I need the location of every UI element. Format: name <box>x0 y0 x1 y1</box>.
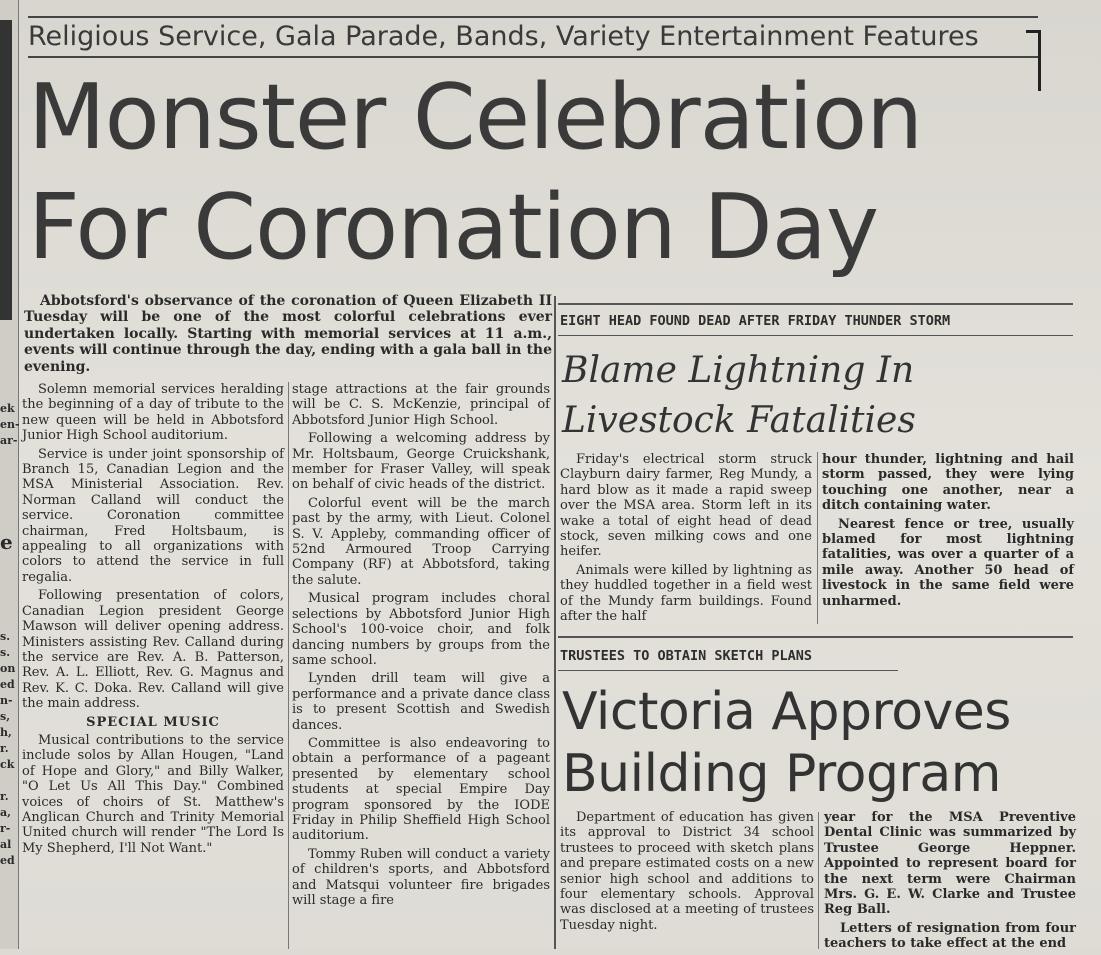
fragment: on <box>0 662 16 675</box>
paragraph: Animals were killed by lightning as they huddled together in a field west of the Mundy farm buildings. Found after the half <box>560 562 812 625</box>
story2-kicker-rule <box>558 335 1073 336</box>
paragraph: Letters of resignation from four teachers to take effect at the end <box>824 920 1076 952</box>
story2-headline-line2: Livestock Fatalities <box>562 400 916 441</box>
story3-top-rule <box>558 636 1073 638</box>
story2-headline-line1: Blame Lightning In <box>562 350 915 391</box>
adjacent-column-strip <box>0 0 19 949</box>
fragment: e <box>0 530 13 554</box>
fragment: a, <box>0 806 11 819</box>
fragment: ek <box>0 402 15 415</box>
paragraph: hour thunder, lightning and hail storm passed, they were lying touching one another, near a ditch containing water. <box>822 452 1074 514</box>
paragraph: Nearest fence or tree, usually blamed for most lightning fatalities, was over a quarter of a mile away. Another 50 head of livestock in the same field were unharmed. <box>822 516 1074 609</box>
paragraph: Service is under joint sponsorship of Branch 15, Canadian Legion and the MSA Ministerial Association. Rev. Norman Calland will conduct the service. Coronation committee chairman, Fred Holtsbaum, is appealing to all organizations with colors to attend the service in full regalia. <box>22 446 284 585</box>
paragraph: Following a welcoming address by Mr. Holtsbaum, George Cruickshank, member for Fraser Valley, will speak on behalf of civic heads of the district. <box>292 431 550 493</box>
story2-column-1 <box>560 452 812 627</box>
story3-headline-line2: Building Program <box>562 744 1001 804</box>
fragment: r. <box>0 742 9 755</box>
paragraph: Musical contributions to the service include solos by Allan Hougen, "Land of Hope and Glory," and Billy Walker, "O Let Us All This Day." Combined voices of choirs of St. Matthew's Anglican Church and Trinity Memorial United church will render "The Lord Is My Shepherd, I'll Not Want." <box>22 732 284 856</box>
story3-headline-line1: Victoria Approves <box>562 682 1011 742</box>
paragraph: Following presentation of colors, Canadian Legion president George Mawson will deliver opening address. Ministers assisting Rev. Calland during the service are Rev. A. B. Patterson, Rev. A. L. Elliott, Rev. G. Magnus and Rev. K. C. Doka. Rev. Calland will give the main address. <box>22 588 284 712</box>
fragment: h, <box>0 726 12 739</box>
lead-text: Abbotsford's observance of the coronation of Queen Elizabeth II Tuesday will be one of the most colorful celebrations ever undertaken locally. Starting with memorial services at 11 a.m., events will continue through the day, ending with a gala ball in the evening. <box>24 293 552 375</box>
main-headline-line2: For Coronation Day <box>28 175 879 280</box>
top-banner: Religious Service, Gala Parade, Bands, Variety Entertainment Features <box>28 16 1038 58</box>
article-column-1 <box>22 382 284 859</box>
paragraph: Tommy Ruben will conduct a variety of children's sports, and Abbotsford and Matsqui volunteer fire brigades will stage a fire <box>292 846 550 908</box>
section-rule <box>554 296 556 949</box>
fragment: r- <box>0 822 11 835</box>
corner-rule <box>1026 30 1041 91</box>
fragment: en- <box>0 418 20 431</box>
subhead: SPECIAL MUSIC <box>86 714 220 730</box>
adjacent-photo <box>0 20 12 320</box>
fragment: s, <box>0 710 11 723</box>
story2-kicker: EIGHT HEAD FOUND DEAD AFTER FRIDAY THUNDER STORM <box>560 313 951 329</box>
column-rule <box>288 382 289 949</box>
fragment: n- <box>0 694 13 707</box>
story3-column-1 <box>560 810 814 936</box>
story2-top-rule <box>558 303 1073 305</box>
story3-kicker: TRUSTEES TO OBTAIN SKETCH PLANS <box>560 648 812 664</box>
paragraph: Department of education has given its approval to District 34 school trustees to proceed with sketch plans and prepare estimated costs on a new senior high school and additions to four elementary schools. Approval was disclosed at a meeting of trustees Tuesday night. <box>560 810 814 933</box>
story3-kicker-rule <box>558 670 898 671</box>
fragment: ar- <box>0 434 18 447</box>
story3-column-rule <box>818 812 819 949</box>
lead-paragraph <box>24 293 552 378</box>
paragraph: year for the MSA Preventive Dental Clinic was summarized by Trustee George Heppner. Appointed to represent board for the next term were Chairman Mrs. G. E. W. Clarke and Trustee Reg Ball. <box>824 810 1076 918</box>
story3-column-2 <box>824 810 1076 955</box>
paragraph: Lynden drill team will give a performance and a private dance class is to present Scottish and Swedish dances. <box>292 671 550 733</box>
fragment: s. <box>0 646 11 659</box>
paragraph: Friday's electrical storm struck Clayburn dairy farmer, Reg Mundy, a hard blow as it made a rapid sweep over the MSA area. Storm left in its wake a total of eight head of dead stock, seven milking cows and one heifer. <box>560 452 812 560</box>
story2-column-rule <box>817 452 818 624</box>
paragraph: Solemn memorial services heralding the beginning of a day of tribute to the new queen will be held in Abbotsford Junior High School auditorium. <box>22 382 284 444</box>
paragraph: Colorful event will be the march past by the army, with Lieut. Colonel S. V. Appleby, commanding officer of 52nd Armoured Troop Carrying Company (RF) at Abbotsford, taking the salute. <box>292 495 550 588</box>
fragment: ed <box>0 678 15 691</box>
fragment: al <box>0 838 12 851</box>
paragraph: Committee is also endeavoring to obtain a performance of a pageant presented by elementary school students at special Empire Day program sponsored by the IODE Friday in Philip Sheffield High School auditorium. <box>292 735 550 844</box>
fragment: s. <box>0 630 11 643</box>
article-column-2 <box>292 382 550 911</box>
fragment: ck <box>0 758 15 771</box>
fragment: r. <box>0 790 9 803</box>
paragraph: stage attractions at the fair grounds will be C. S. McKenzie, principal of Abbotsford Junior High School. <box>292 382 550 428</box>
fragment: ed <box>0 854 15 867</box>
main-headline-line1: Monster Celebration <box>28 65 923 170</box>
paragraph: Musical program includes choral selections by Abbotsford Junior High School's 100-voice choir, and folk dancing numbers by groups from the same school. <box>292 591 550 668</box>
story2-column-2 <box>822 452 1074 612</box>
